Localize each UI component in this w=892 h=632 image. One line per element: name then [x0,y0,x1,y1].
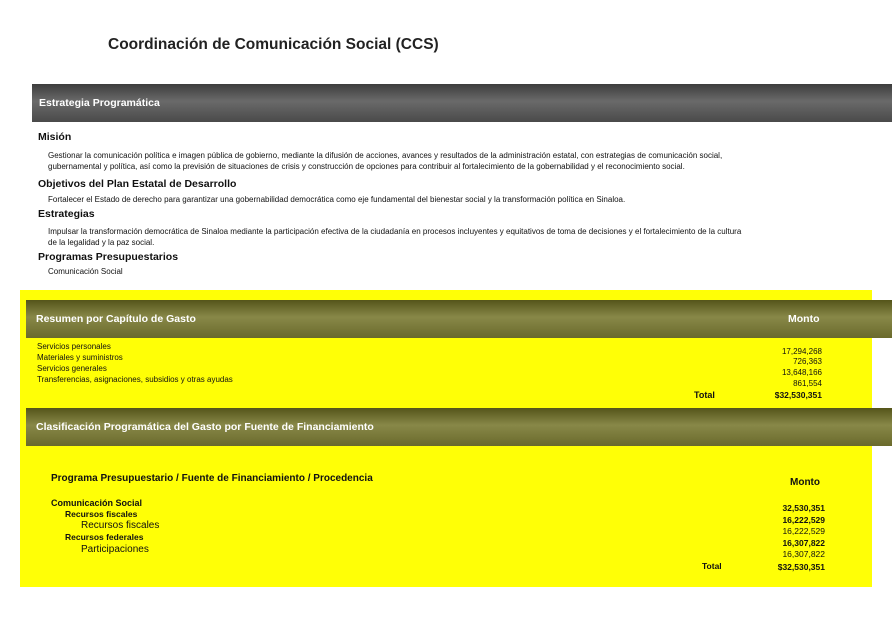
programa-row-label: Comunicación Social [51,498,143,508]
clasificacion-column-label: Programa Presupuestario / Fuente de Financiamiento / Procedencia [51,473,373,484]
clasificacion-row-value: 16,222,529 [782,526,825,536]
objetivos-heading: Objetivos del Plan Estatal de Desarrollo [38,178,237,190]
fuente-row-label: Recursos fiscales [65,509,138,519]
estrategias-heading: Estrategias [38,208,95,220]
estrategias-text-line-2: de la legalidad y la paz social. [48,238,155,247]
capitulo-row-label: Servicios generales [37,364,107,373]
mision-text-line-1: Gestionar la comunicación política e imagen pública de gobierno, mediante la difusión de acciones, avances y resultados de la administración estatal, con estrategias de comunicación social, [48,151,723,160]
programas-heading: Programas Presupuestarios [38,251,179,263]
mision-heading: Misión [38,131,72,143]
capitulo-row-value: 13,648,166 [781,368,822,377]
document-title: Coordinación de Comunicación Social (CCS) [108,36,439,53]
resumen-monto-label: Monto [788,313,820,325]
procedencia-row-label: Participaciones [81,544,149,555]
programas-text: Comunicación Social [48,267,123,276]
capitulo-row-value: 861,554 [793,379,822,388]
clasificacion-monto-label: Monto [790,477,820,488]
clasificacion-row-value: 16,307,822 [782,549,825,559]
procedencia-row-label: Recursos fiscales [81,520,160,531]
clasificacion-header-label: Clasificación Programática del Gasto por Fuente de Financiamiento [36,421,374,433]
clasificacion-header-band [26,408,892,446]
capitulo-row-label: Transferencias, asignaciones, subsidios y otras ayudas [37,375,233,384]
resumen-total-value: $32,530,351 [774,390,822,400]
estrategia-header-band [32,84,892,122]
clasificacion-row-value: 16,222,529 [782,515,825,525]
clasificacion-row-value: 32,530,351 [782,503,825,513]
mision-text-line-2: gubernamental y política, así como la previsión de situaciones de crisis y construcción de opciones para contribuir al fortalecimiento de la gobernabilidad y el reconocimiento social. [48,162,685,171]
capitulo-row-label: Servicios personales [37,342,111,351]
clasificacion-total-label: Total [702,561,722,571]
clasificacion-row-value: 16,307,822 [782,538,825,548]
capitulo-row-value: 726,363 [793,357,822,366]
estrategias-text-line-1: Impulsar la transformación democrática de Sinaloa mediante la participación efectiva de la ciudadanía en procesos incluyentes y equitativos de toma de decisiones y el fortalecimiento de la cultura [48,227,742,236]
clasificacion-total-value: $32,530,351 [777,562,825,572]
estrategia-header-label: Estrategia Programática [39,97,160,109]
objetivos-text: Fortalecer el Estado de derecho para garantizar una gobernabilidad democrática como eje fundamental del bienestar social y la transformación política en Sinaloa. [48,195,626,204]
capitulo-row-label: Materiales y suministros [37,353,123,362]
resumen-header-band [26,300,892,338]
capitulo-row-value: 17,294,268 [781,347,822,356]
fuente-row-label: Recursos federales [65,532,144,542]
resumen-header-label: Resumen por Capítulo de Gasto [36,313,196,325]
resumen-total-label: Total [694,390,715,400]
